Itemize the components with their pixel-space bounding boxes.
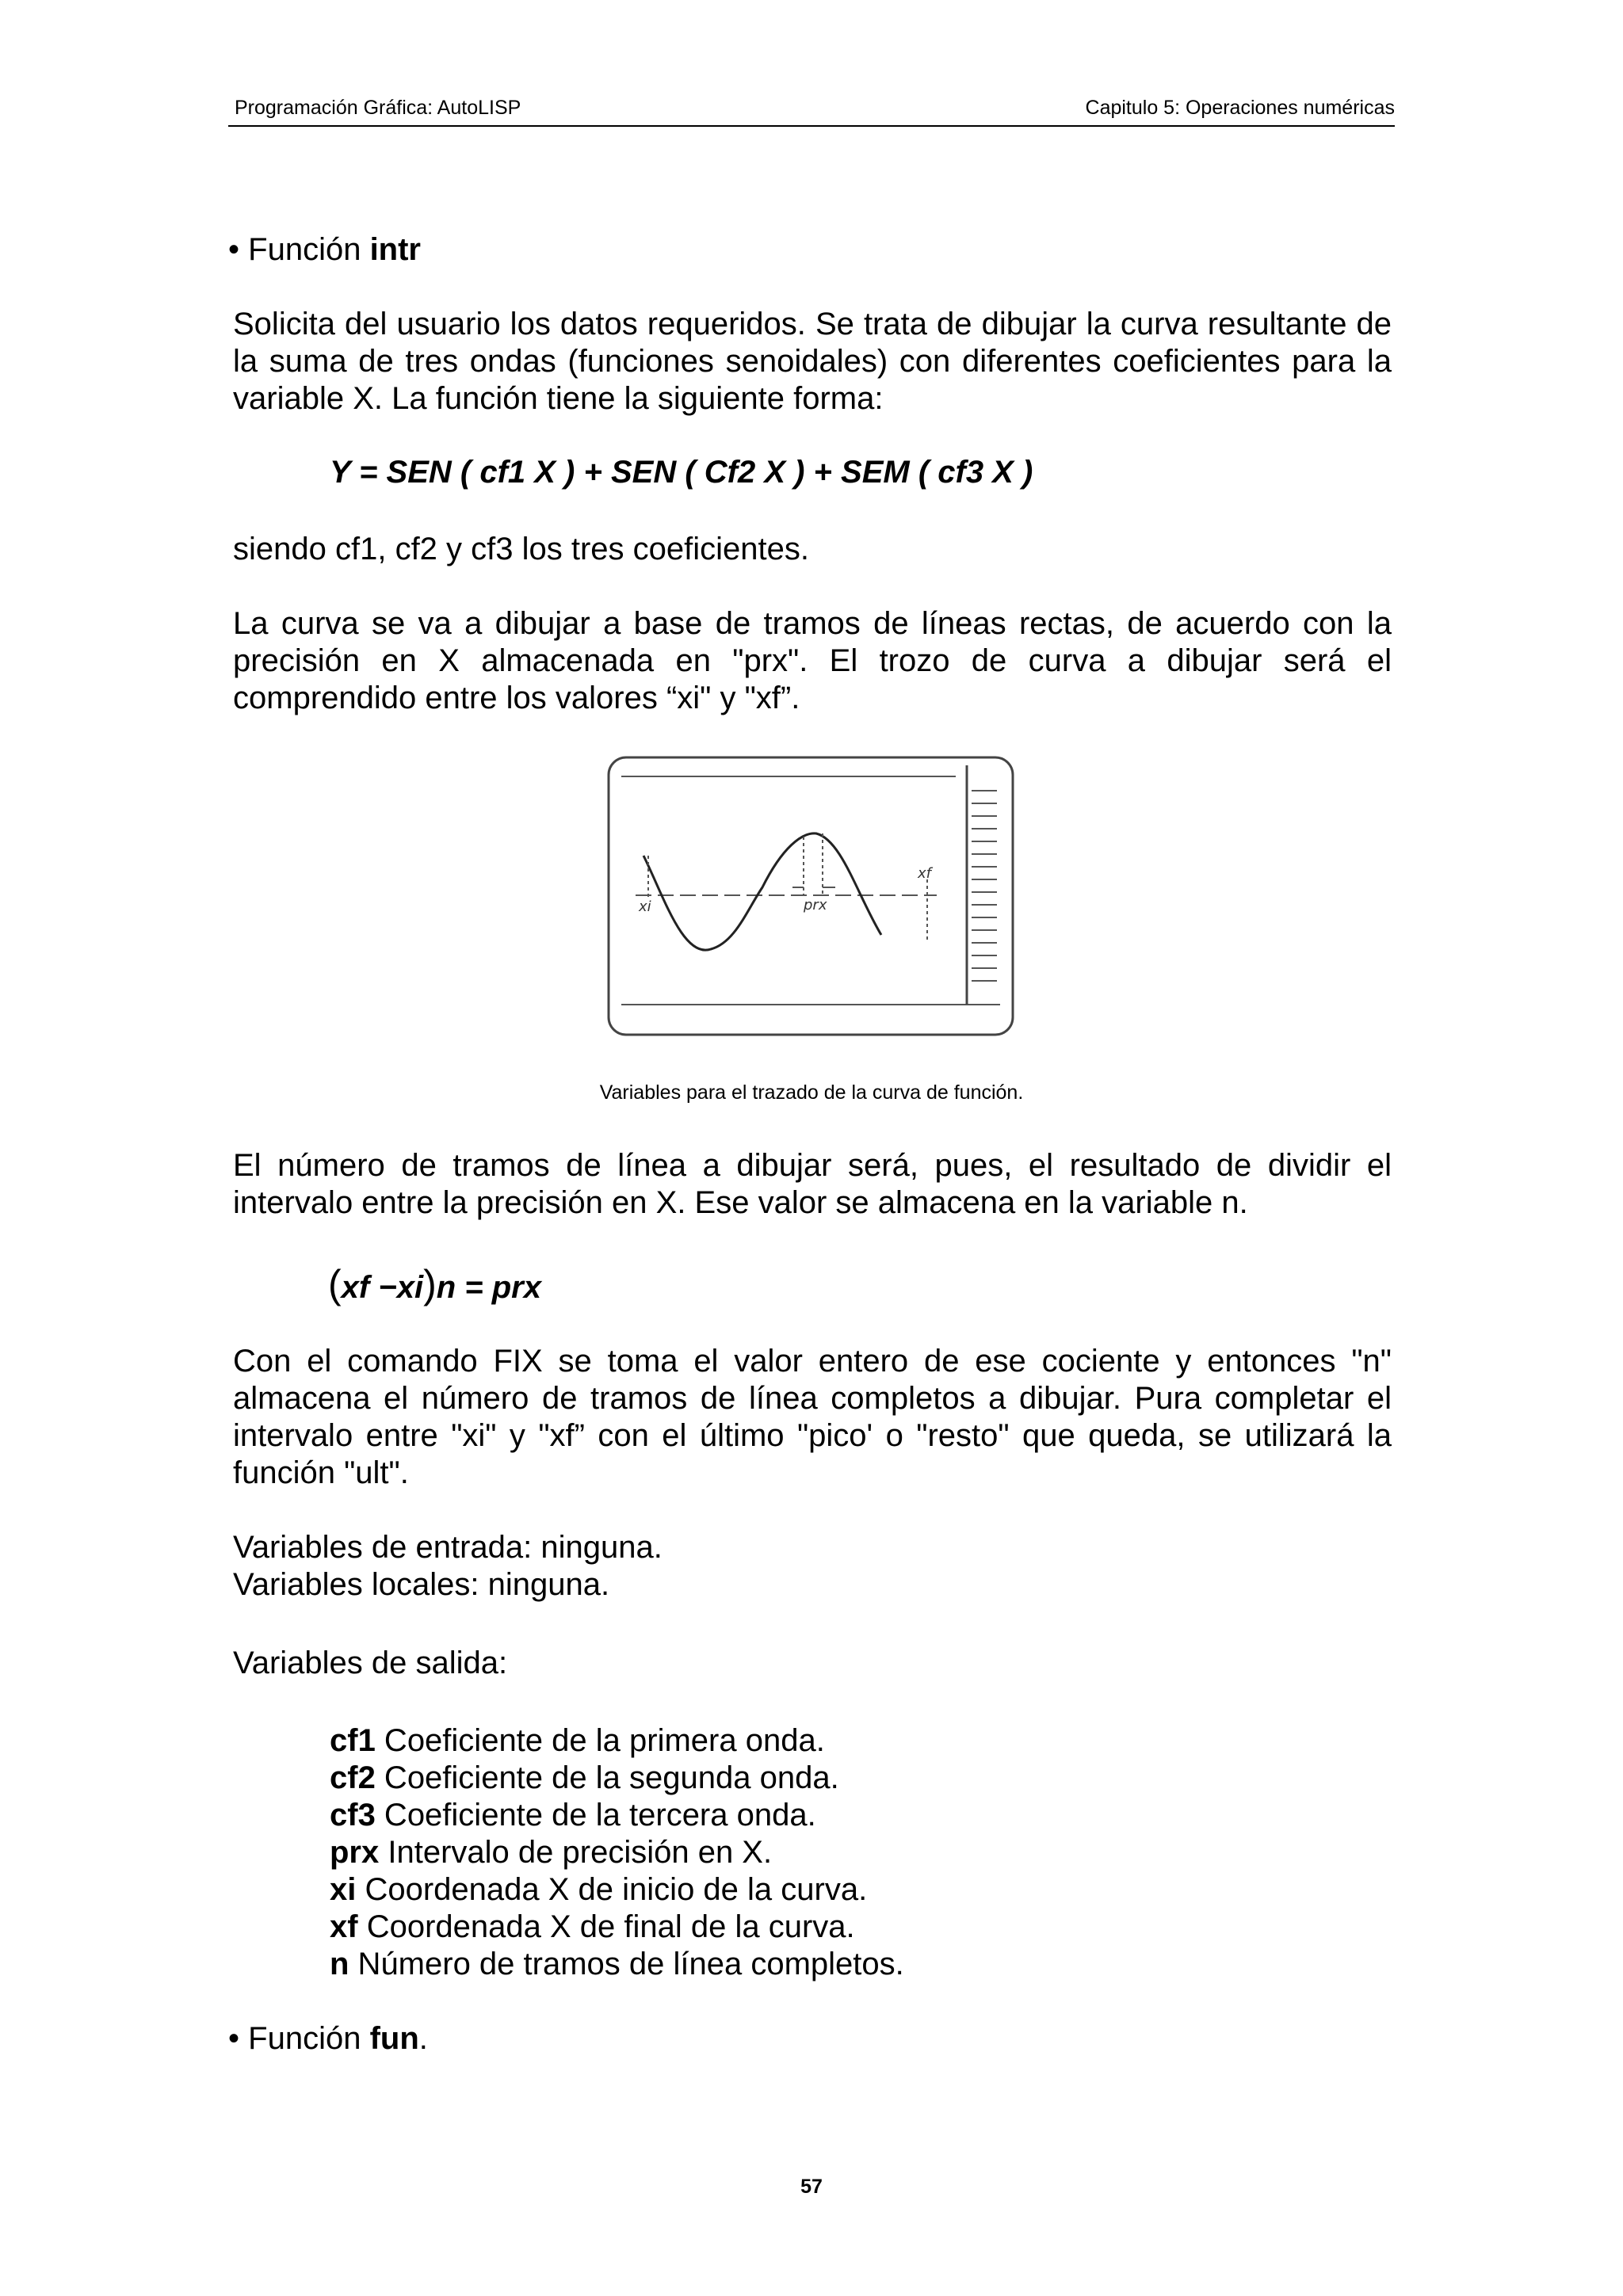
formula-difference: xf −xi: [341, 1270, 424, 1305]
description: Coeficiente de la tercera onda.: [375, 1798, 816, 1833]
heading-prefix: Función: [248, 2021, 370, 2056]
prx-label: prx: [804, 897, 827, 913]
xi-label: xi: [639, 898, 651, 915]
description: Número de tramos de línea completos.: [349, 1947, 904, 1981]
list-item: [330, 1909, 904, 1946]
term: prx: [330, 1835, 380, 1870]
paragraph-fix-command: Con el comando FIX se toma el valor entero de ese cociente y entonces "n" almacena el número de tramos de línea completos a dibujar. Pura completar el intervalo entre "xi" y "xf” con el último "pico' o "resto" que queda, se utilizará la función "ult".: [233, 1344, 1392, 1490]
formula-segments: [328, 1261, 541, 1307]
page-number: 57: [800, 2176, 823, 2198]
open-paren: (: [328, 1262, 342, 1306]
bullet: •: [228, 232, 240, 267]
output-variables-list: [330, 1722, 904, 1983]
paragraph-input-vars: Variables de entrada: ninguna.: [233, 1530, 663, 1565]
paragraph-output-vars: Variables de salida:: [233, 1646, 508, 1680]
term: xf: [330, 1909, 358, 1944]
sine-curve: [643, 833, 881, 950]
close-paren: ): [423, 1262, 437, 1306]
list-item: [330, 1871, 904, 1909]
description: Coeficiente de la segunda onda.: [375, 1760, 839, 1795]
term: cf1: [330, 1723, 376, 1758]
formula-result: n = prx: [436, 1270, 541, 1305]
list-item: [330, 1722, 904, 1760]
description: Intervalo de precisión en X.: [379, 1835, 773, 1870]
term: n: [330, 1947, 349, 1981]
heading-suffix: .: [418, 2021, 428, 2056]
side-menu-ticks: [972, 791, 997, 981]
paragraph-local-vars: Variables locales: ninguna.: [233, 1567, 610, 1602]
paragraph-curve-drawing: La curva se va a dibujar a base de tramos de líneas rectas, de acuerdo con la precisión en X almacenada en "prx". El trozo de curva a dibujar será el comprendido entre los valores “xi" y "xf”.: [233, 606, 1392, 715]
section-heading-fun: [228, 2020, 428, 2058]
heading-prefix: Función: [248, 232, 370, 267]
term: cf2: [330, 1760, 376, 1795]
running-header-left: Programación Gráfica: AutoLISP: [235, 97, 521, 119]
list-item: [330, 1834, 904, 1871]
list-item: [330, 1760, 904, 1797]
formula-sum-of-sines: Y = SEN ( cf1 X ) + SEN ( Cf2 X ) + SEM ( cf3 X ): [330, 455, 1033, 490]
term: cf3: [330, 1798, 376, 1833]
list-item: [330, 1797, 904, 1834]
xf-label: xf: [918, 865, 931, 882]
curve-figure: [604, 753, 1018, 1039]
term: xi: [330, 1872, 357, 1907]
function-name: fun: [369, 2021, 419, 2056]
paragraph-coefficients: siendo cf1, cf2 y cf3 los tres coeficientes.: [233, 532, 810, 566]
description: Coordenada X de inicio de la curva.: [356, 1872, 868, 1907]
paragraph-intro: Solicita del usuario los datos requeridos. Se trata de dibujar la curva resultante de la suma de tres ondas (funciones senoidales) con diferentes coeficientes para la variable X. La función tiene la siguiente forma:: [233, 307, 1392, 416]
paragraph-segments: El número de tramos de línea a dibujar será, pues, el resultado de dividir el intervalo entre la precisión en X. Ese valor se almacena en la variable n.: [233, 1148, 1392, 1220]
section-heading-intr: [228, 231, 421, 269]
header-divider: [228, 125, 1395, 127]
description: Coeficiente de la primera onda.: [375, 1723, 825, 1758]
bullet: •: [228, 2021, 240, 2056]
list-item: [330, 1946, 904, 1983]
running-header-right: Capitulo 5: Operaciones numéricas: [1085, 97, 1395, 119]
curve-illustration: [604, 753, 1018, 1039]
function-name: intr: [369, 232, 421, 267]
figure-caption: Variables para el trazado de la curva de función.: [599, 1081, 1024, 1104]
description: Coordenada X de final de la curva.: [357, 1909, 855, 1944]
